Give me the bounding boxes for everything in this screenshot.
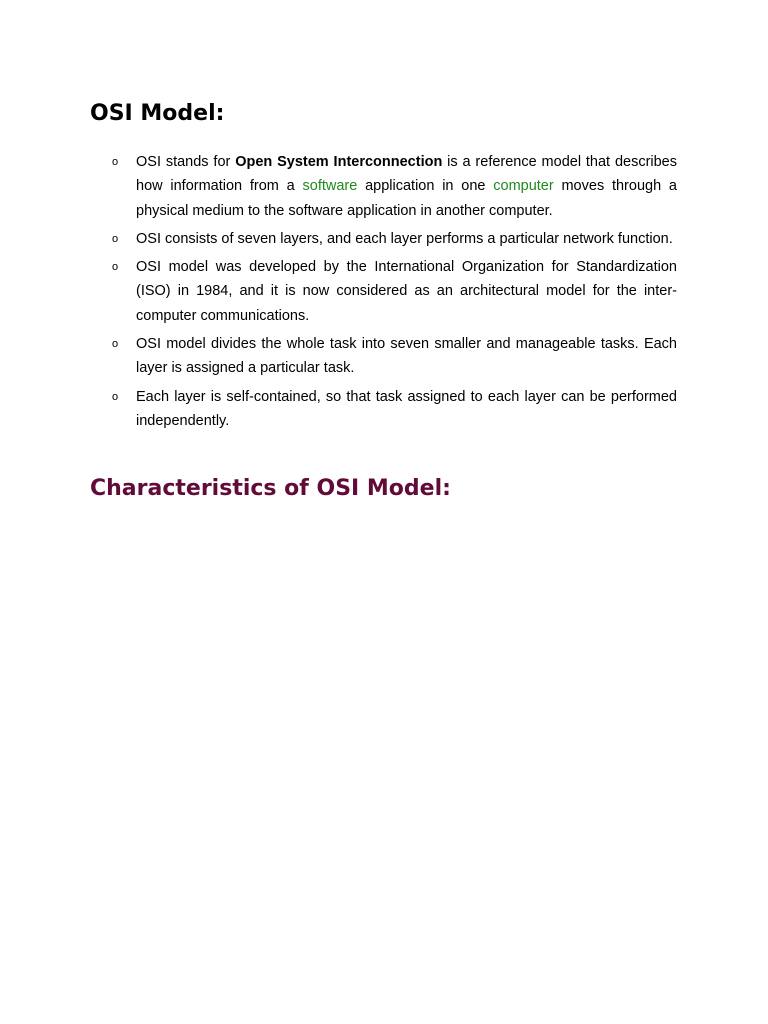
section-heading: Characteristics of OSI Model: xyxy=(90,476,451,501)
list-item xyxy=(90,385,677,434)
bullet-icon: o xyxy=(112,261,119,274)
list-item-text: moves through a physical medium to the software application in another computer. xyxy=(136,178,677,219)
list-item-text: OSI model divides the whole task into seven smaller and manageable tasks. Each layer is assigned a particular task. xyxy=(136,336,677,377)
bullet-icon: o xyxy=(112,338,119,351)
list-item-text: Each layer is self-contained, so that task assigned to each layer can be performed independently. xyxy=(136,388,677,429)
list-item-text: OSI consists of seven layers, and each layer performs a particular network function. xyxy=(136,230,673,247)
computer-link[interactable]: computer xyxy=(493,178,554,195)
list-item xyxy=(90,227,677,251)
bold-term: Open System Interconnection xyxy=(235,154,443,170)
page-title: OSI Model: xyxy=(90,101,225,126)
list-item xyxy=(90,150,677,223)
list-item-text: is a reference model that describes how information from a xyxy=(136,154,677,195)
bullet-icon: o xyxy=(112,232,119,245)
list-item-text: OSI stands for xyxy=(136,154,236,170)
bullet-icon: o xyxy=(112,156,119,168)
bullet-list xyxy=(90,150,677,437)
list-item xyxy=(90,255,677,328)
list-item xyxy=(90,332,677,381)
list-item-text: OSI model was developed by the International Organization for Standardization (ISO) in 1984, and it is now considered as an architectural model for the inter-computer communications. xyxy=(136,259,677,324)
software-link[interactable]: software xyxy=(302,178,358,195)
bullet-icon: o xyxy=(112,390,119,403)
list-item-text: application in one xyxy=(357,178,494,195)
